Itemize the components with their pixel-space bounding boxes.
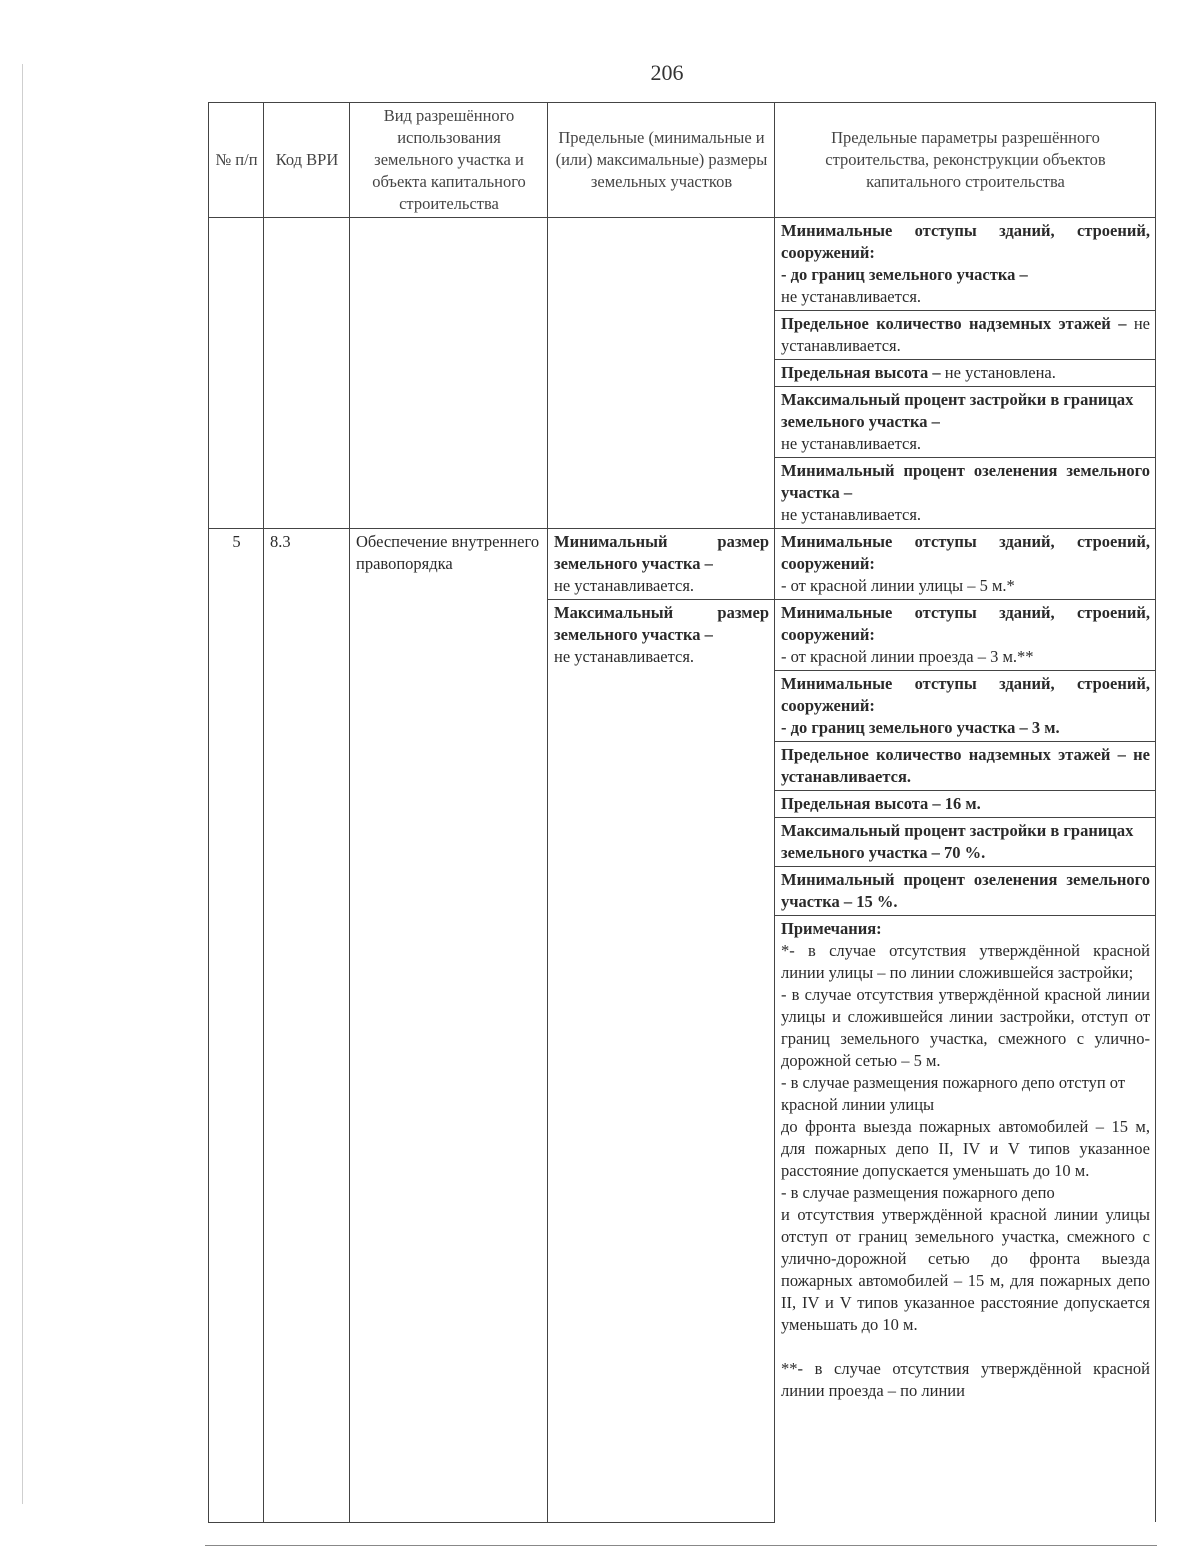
- prev-row-code: [264, 218, 350, 529]
- scan-margin-line: [22, 64, 23, 1504]
- size-max-value: не устанавливается.: [554, 647, 695, 666]
- table-header-row: [209, 103, 1156, 218]
- param-heading: Минимальный процент озеленения земельного участка –: [781, 870, 1150, 911]
- size-max-cell: [548, 600, 775, 1523]
- size-min-heading: Минимальный размер земельного участка –: [554, 532, 769, 573]
- header-plot-size: Предельные (минимальные и (или) максимальные) размеры земельных участков: [548, 103, 775, 218]
- param-cell: [775, 360, 1156, 387]
- param-text: 70 %.: [943, 843, 986, 862]
- param-text: не устанавливается.: [781, 505, 922, 524]
- param-cell: [775, 600, 1156, 671]
- param-cell: [775, 791, 1156, 818]
- page-number: 206: [650, 60, 684, 85]
- note-text: **- в случае отсутствия утверждённой красной линии проезда – по линии: [781, 1359, 1150, 1400]
- notes-title: Примечания:: [781, 919, 882, 938]
- param-text: - до границ земельного участка – 3 м.: [781, 718, 1060, 737]
- param-text: не устанавливается.: [781, 434, 922, 453]
- header-use-type: Вид разрешённого использования земельного участка и объекта капитального строительства: [350, 103, 548, 218]
- notes-cell: [775, 916, 1156, 1523]
- param-heading: Предельная высота –: [781, 363, 941, 382]
- param-text: 15 %.: [856, 892, 898, 911]
- param-heading: Предельное количество надземных этажей –: [781, 745, 1126, 764]
- param-text: - от красной линии улицы – 5 м.*: [781, 576, 1015, 595]
- header-code: Код ВРИ: [264, 103, 350, 218]
- header-number: № п/п: [209, 103, 264, 218]
- param-cell: [775, 671, 1156, 742]
- prev-row-size: [548, 218, 775, 529]
- param-heading: Максимальный процент застройки в границах земельного участка –: [781, 390, 1134, 431]
- param-text: не устанавливается.: [781, 314, 1150, 355]
- param-cell: [775, 218, 1156, 311]
- row-use-type: Обеспечение внутреннего правопорядка: [350, 529, 548, 1523]
- param-cell: [775, 742, 1156, 791]
- prev-row-use: [350, 218, 548, 529]
- param-heading: Минимальные отступы зданий, строений, сооружений:: [781, 221, 1150, 262]
- note-text: до фронта выезда пожарных автомобилей – 15 м, для пожарных депо II, IV и V типов указанное расстояние допускается уменьшать до 10 м.: [781, 1117, 1150, 1180]
- param-cell: [775, 458, 1156, 529]
- param-cell: [775, 387, 1156, 458]
- note-text: - в случае отсутствия утверждённой красной линии улицы и сложившейся линии застройки, отступ от границ земельного участка, смежного с улично-дорожной сетью – 5 м.: [781, 985, 1150, 1070]
- note-text: и отсутствия утверждённой красной линии улицы отступ от границ земельного участка, смежного с улично-дорожной сетью до фронта выезда пожарных автомобилей – 15 м, для пожарных депо II, IV и V типов указанное расстояние допускается уменьшать до 10 м.: [781, 1205, 1150, 1334]
- regulations-table: [208, 102, 1156, 1523]
- prev-row-number: [209, 218, 264, 529]
- param-heading: Максимальный процент застройки в границах земельного участка –: [781, 821, 1134, 862]
- param-text: не установлена.: [944, 363, 1056, 382]
- size-min-value: не устанавливается.: [554, 576, 695, 595]
- note-text: *- в случае отсутствия утверждённой красной линии улицы – по линии сложившейся застройки;: [781, 941, 1150, 982]
- note-spacer: [781, 1336, 1150, 1358]
- param-heading: Предельное количество надземных этажей –: [781, 314, 1127, 333]
- note-text: - в случае размещения пожарного депо: [781, 1183, 1055, 1202]
- note-text: - в случае размещения пожарного депо отступ от красной линии улицы: [781, 1073, 1126, 1114]
- param-cell: [775, 867, 1156, 916]
- param-heading: Минимальные отступы зданий, строений, сооружений:: [781, 603, 1150, 644]
- size-max-heading: Максимальный размер земельного участка –: [554, 603, 769, 644]
- scan-bottom-line: [205, 1545, 1157, 1546]
- header-build-params: Предельные параметры разрешённого строительства, реконструкции объектов капитального строительства: [775, 103, 1156, 218]
- param-heading: Минимальный процент озеленения земельного участка –: [781, 461, 1150, 502]
- param-text: - до границ земельного участка –: [781, 265, 1028, 284]
- param-heading: Минимальные отступы зданий, строений, сооружений:: [781, 674, 1150, 715]
- param-text: - от красной линии проезда – 3 м.**: [781, 647, 1034, 666]
- param-text: не устанавливается.: [781, 745, 1150, 786]
- row-code: 8.3: [264, 529, 350, 1523]
- param-text: 16 м.: [944, 794, 981, 813]
- table-row: [209, 529, 1156, 600]
- param-heading: Минимальные отступы зданий, строений, сооружений:: [781, 532, 1150, 573]
- param-cell: [775, 529, 1156, 600]
- param-text: не устанавливается.: [781, 287, 922, 306]
- size-min-cell: [548, 529, 775, 600]
- param-cell: [775, 311, 1156, 360]
- row-number: 5: [209, 529, 264, 1523]
- param-heading: Предельная высота –: [781, 794, 941, 813]
- param-cell: [775, 818, 1156, 867]
- table-row: [209, 218, 1156, 311]
